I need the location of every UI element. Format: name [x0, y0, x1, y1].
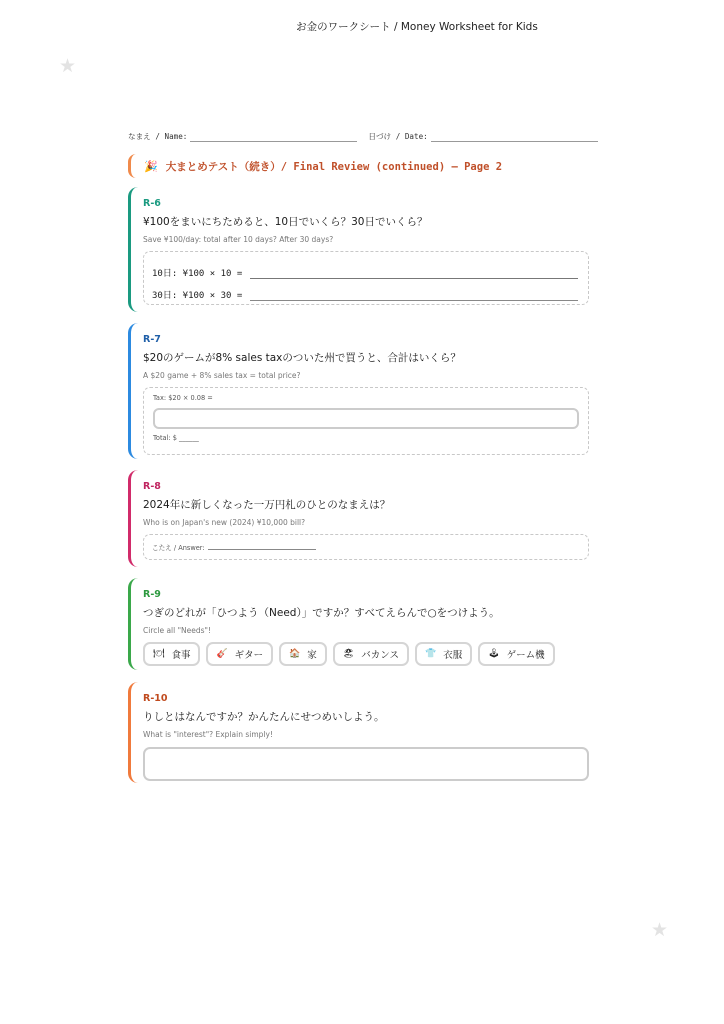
option-clothes[interactable] [415, 642, 472, 666]
name-field[interactable] [190, 132, 357, 142]
question-id: R-8 [143, 481, 161, 492]
question-text: $20のゲームが8% sales taxのついた州で買うと、合計はいくら？ [143, 352, 461, 364]
calc-label: 10日: ¥100 × 10 = [152, 269, 243, 279]
date-field[interactable] [431, 132, 598, 142]
guitar-icon: 🎸 [216, 649, 228, 659]
calc-row [152, 279, 580, 301]
question-text: 2024年に新しくなった一万円札のひとのなまえは？ [143, 499, 391, 511]
option-label: ギター [234, 650, 264, 661]
question-text: つぎのどれが「ひつよう（Need）」ですか？すべてえらんで○をつけよう。 [143, 607, 500, 619]
option-label: バカンス [361, 650, 399, 661]
shirt-icon: 👕 [424, 649, 437, 659]
question-subtext: Who is on Japan's new (2024) ¥10,000 bill? [143, 518, 306, 527]
name-label: なまえ / Name: [128, 132, 188, 141]
question-r10 [128, 682, 588, 783]
question-r9 [128, 578, 588, 670]
question-r8 [128, 470, 588, 567]
joystick-icon: 🕹 [488, 649, 500, 659]
option-label: 家 [307, 650, 317, 661]
answer-line[interactable] [250, 266, 578, 279]
option-house[interactable] [279, 642, 327, 666]
option-game-console[interactable] [478, 642, 554, 666]
party-popper-icon: 🎉 [144, 159, 158, 173]
page-heading [128, 154, 588, 178]
answer-line[interactable] [250, 288, 578, 301]
option-guitar[interactable] [206, 642, 273, 666]
question-id: R-6 [143, 198, 161, 209]
option-food[interactable] [143, 642, 200, 666]
question-subtext: Save ¥100/day: total after 10 days? After 30 days? [143, 235, 334, 244]
worksheet-title: お金のワークシート / Money Worksheet for Kids [296, 21, 538, 33]
question-id: R-9 [143, 589, 161, 600]
house-icon: 🏠 [289, 649, 301, 659]
calculation-box [143, 387, 589, 455]
name-date-row [128, 131, 598, 142]
question-r6 [128, 187, 588, 312]
explanation-answer-box[interactable] [143, 747, 589, 781]
option-chips [143, 642, 588, 666]
option-label: 衣服 [443, 650, 463, 661]
option-label: ゲーム機 [506, 650, 545, 661]
answer-line[interactable] [208, 543, 316, 550]
question-text: りしとはなんですか？かんたんにせつめいしよう。 [143, 711, 385, 723]
page-heading-text: 大まとめテスト（続き）/ Final Review (continued) — Page 2 [165, 160, 503, 173]
question-r7 [128, 323, 588, 459]
question-subtext: What is "interest"? Explain simply! [143, 730, 273, 739]
star-icon: ★ [59, 55, 77, 77]
tax-label: Tax: $20 × 0.08 = [153, 394, 213, 402]
calculation-box [143, 251, 589, 305]
tax-answer-box[interactable] [153, 408, 579, 429]
calc-label: 30日: ¥100 × 30 = [152, 291, 243, 301]
beach-icon: 🏖 [342, 649, 355, 659]
answer-label: こたえ / Answer: [152, 544, 205, 552]
star-icon: ★ [651, 919, 669, 941]
plate-icon: 🍽 [153, 649, 165, 659]
question-id: R-10 [143, 693, 168, 704]
question-subtext: A $20 game + 8% sales tax = total price? [143, 371, 301, 380]
date-label: 日づけ / Date: [368, 132, 428, 141]
total-label: Total: $ ______ [153, 434, 199, 442]
question-text: ¥100をまいにちためると、10日でいくら？30日でいくら？ [143, 216, 428, 228]
question-subtext: Circle all "Needs"! [143, 626, 212, 635]
calc-row [152, 257, 580, 279]
option-label: 食事 [171, 650, 191, 661]
answer-box [143, 534, 589, 560]
question-id: R-7 [143, 334, 161, 345]
option-vacation[interactable] [333, 642, 409, 666]
